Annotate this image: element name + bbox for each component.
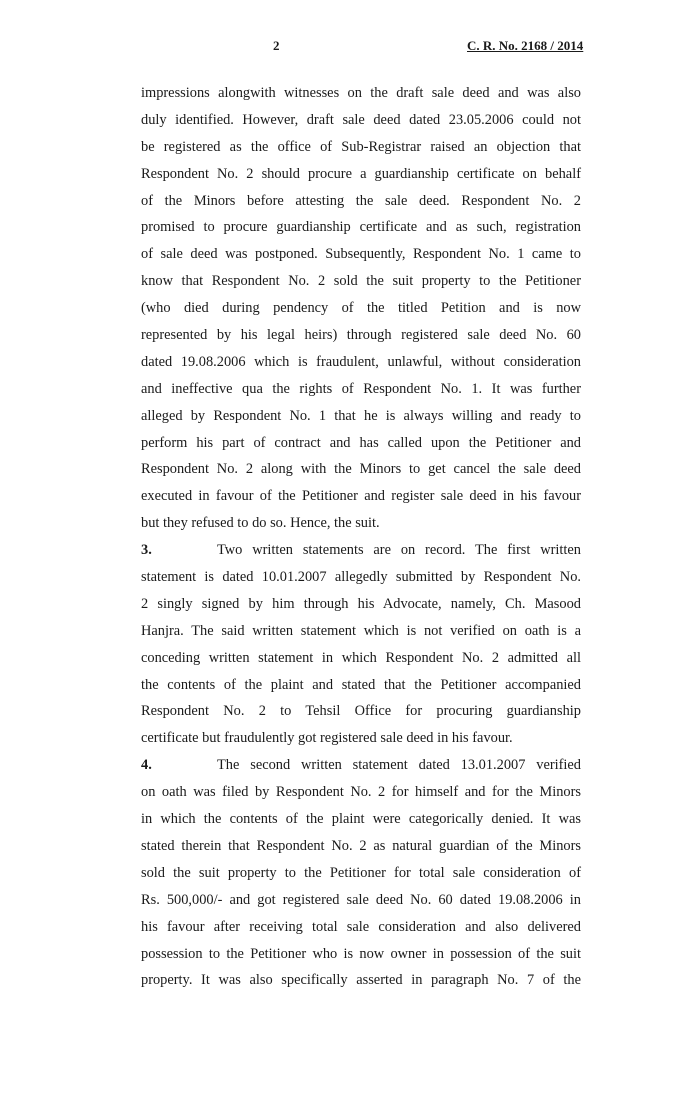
text-line: statement is dated 10.01.2007 allegedly submitted by Respondent No. [141, 569, 581, 586]
text-line: in which the contents of the plaint were categorically denied. It was [141, 811, 581, 828]
text-line: Rs. 500,000/- and got registered sale deed No. 60 dated 19.08.2006 in [141, 891, 581, 908]
text-line: certificate but fraudulently got registered sale deed in his favour. [141, 730, 513, 747]
text-line: perform his part of contract and has called upon the Petitioner and [141, 434, 581, 451]
paragraph-number: 4. [141, 757, 152, 774]
text-line: Respondent No. 2 should procure a guardianship certificate on behalf [141, 165, 581, 182]
text-line: stated therein that Respondent No. 2 as natural guardian of the Minors [141, 837, 581, 854]
text-line: and ineffective qua the rights of Respondent No. 1. It was further [141, 380, 581, 397]
paragraph-first-line [141, 537, 581, 564]
text-line: but they refused to do so. Hence, the suit. [141, 515, 380, 532]
text-line: possession to the Petitioner who is now owner in possession of the suit [141, 945, 581, 962]
text-line: executed in favour of the Petitioner and register sale deed in his favour [141, 488, 581, 505]
text-line: sold the suit property to the Petitioner for total sale consideration of [141, 864, 581, 881]
text-line: duly identified. However, draft sale deed dated 23.05.2006 could not [141, 111, 581, 128]
text-line: be registered as the office of Sub-Registrar raised an objection that [141, 138, 581, 155]
text-line: promised to procure guardianship certificate and as such, registration [141, 219, 581, 236]
text-line: his favour after receiving total sale consideration and also delivered [141, 918, 581, 935]
text-line: the contents of the plaint and stated that the Petitioner accompanied [141, 676, 581, 693]
page-number: 2 [273, 38, 280, 53]
text-line: alleged by Respondent No. 1 that he is always willing and ready to [141, 407, 581, 424]
text-line: Respondent No. 2 along with the Minors to get cancel the sale deed [141, 461, 581, 478]
paragraph-4 [141, 752, 581, 994]
text-line: of sale deed was postponed. Subsequently, Respondent No. 1 came to [141, 246, 581, 263]
text-line: on oath was filed by Respondent No. 2 for himself and for the Minors [141, 784, 581, 801]
text-line: conceding written statement in which Respondent No. 2 admitted all [141, 649, 581, 666]
paragraph-continuation [141, 80, 581, 537]
text-line: represented by his legal heirs) through registered sale deed No. 60 [141, 327, 581, 344]
text-line: Two written statements are on record. The first written [217, 542, 581, 559]
text-line: know that Respondent No. 2 sold the suit property to the Petitioner [141, 273, 581, 290]
text-line: dated 19.08.2006 which is fraudulent, unlawful, without consideration [141, 353, 581, 370]
text-line: Respondent No. 2 to Tehsil Office for procuring guardianship [141, 703, 581, 720]
paragraph-3 [141, 537, 581, 752]
text-line: property. It was also specifically asserted in paragraph No. 7 of the [141, 972, 581, 989]
text-line: The second written statement dated 13.01.2007 verified [217, 757, 581, 774]
text-line: (who died during pendency of the titled Petition and is now [141, 300, 581, 317]
document-body [141, 80, 581, 994]
text-line: Hanjra. The said written statement which is not verified on oath is a [141, 622, 581, 639]
paragraph-number: 3. [141, 542, 152, 559]
text-line: 2 singly signed by him through his Advocate, namely, Ch. Masood [141, 595, 581, 612]
text-line: of the Minors before attesting the sale deed. Respondent No. 2 [141, 192, 581, 209]
case-number: C. R. No. 2168 / 2014 [467, 38, 584, 53]
paragraph-first-line [141, 752, 581, 779]
text-line: impressions alongwith witnesses on the draft sale deed and was also [141, 85, 581, 101]
